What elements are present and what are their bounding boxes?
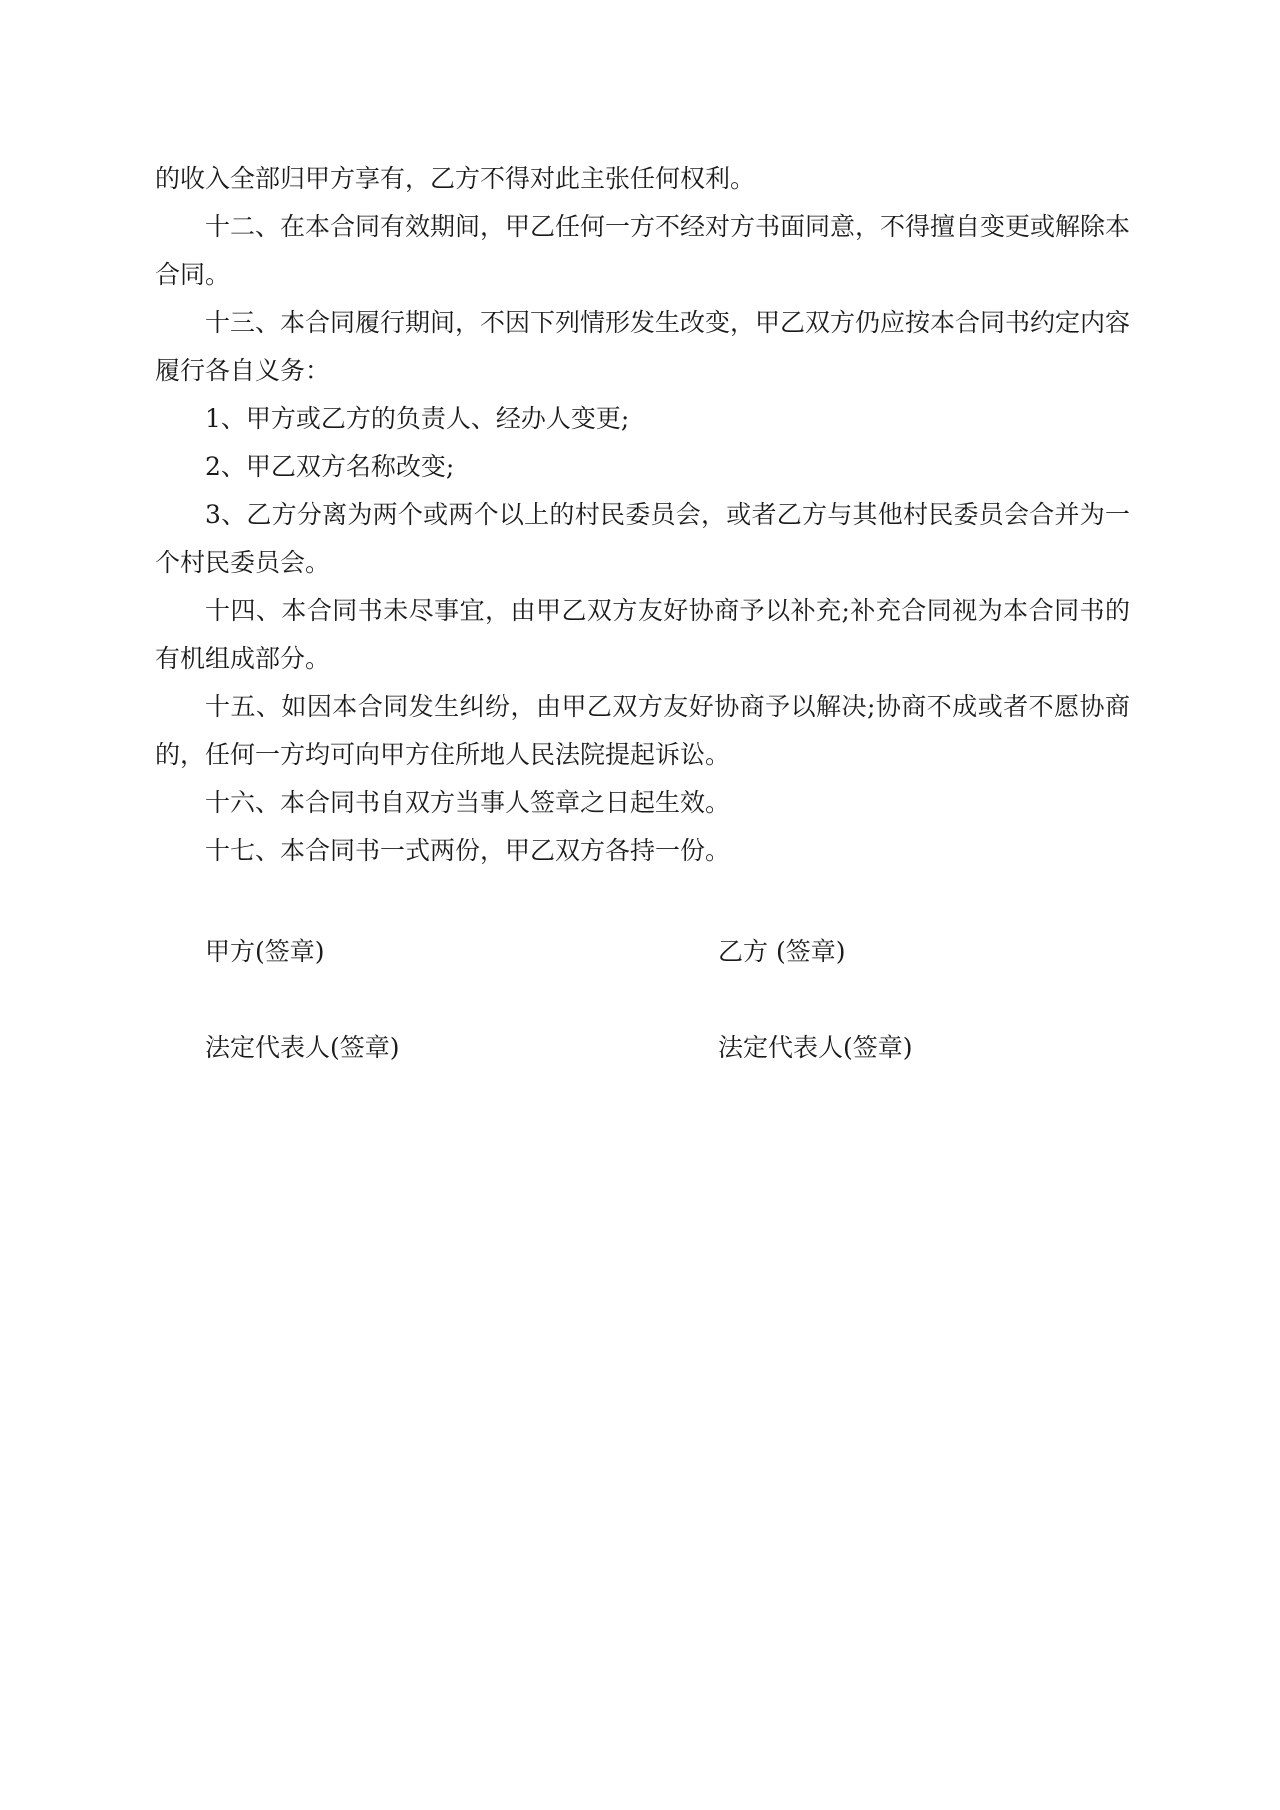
- clause-13-item-2: 2、甲乙双方名称改变;: [205, 452, 455, 481]
- party-b-signature-label: 乙方 (签章): [718, 937, 846, 966]
- clause-13-item-1: 1、甲方或乙方的负责人、经办人变更;: [205, 404, 630, 433]
- clause-12: 十二、在本合同有效期间，甲乙任何一方不经对方书面同意，不得擅自变更或解除本合同。: [155, 212, 1131, 289]
- clause-15: 十五、如因本合同发生纠纷，由甲乙双方友好协商予以解决;协商不成或者不愿协商的，任何一方均可向甲方住所地人民法院提起诉讼。: [155, 692, 1130, 769]
- clause-17: 十七、本合同书一式两份，甲乙双方各持一份。: [205, 836, 731, 865]
- party-b-representative-label: 法定代表人(签章): [718, 1033, 913, 1062]
- clause-13: 十三、本合同履行期间，不因下列情形发生改变，甲乙双方仍应按本合同书约定内容履行各自义务：: [155, 308, 1131, 385]
- party-a-representative-label: 法定代表人(签章): [205, 1033, 400, 1062]
- contract-body: [155, 155, 1130, 875]
- party-a-signature-label: 甲方(签章): [205, 937, 325, 966]
- clause-14: 十四、本合同书未尽事宜，由甲乙双方友好协商予以补充;补充合同视为本合同书的有机组成部分。: [155, 596, 1130, 673]
- clause-16: 十六、本合同书自双方当事人签章之日起生效。: [205, 788, 731, 817]
- clause-13-item-3: 3、乙方分离为两个或两个以上的村民委员会，或者乙方与其他村民委员会合并为一个村民委员会。: [155, 500, 1130, 577]
- paragraph-continuation: 的收入全部归甲方享有，乙方不得对此主张任何权利。: [155, 164, 756, 193]
